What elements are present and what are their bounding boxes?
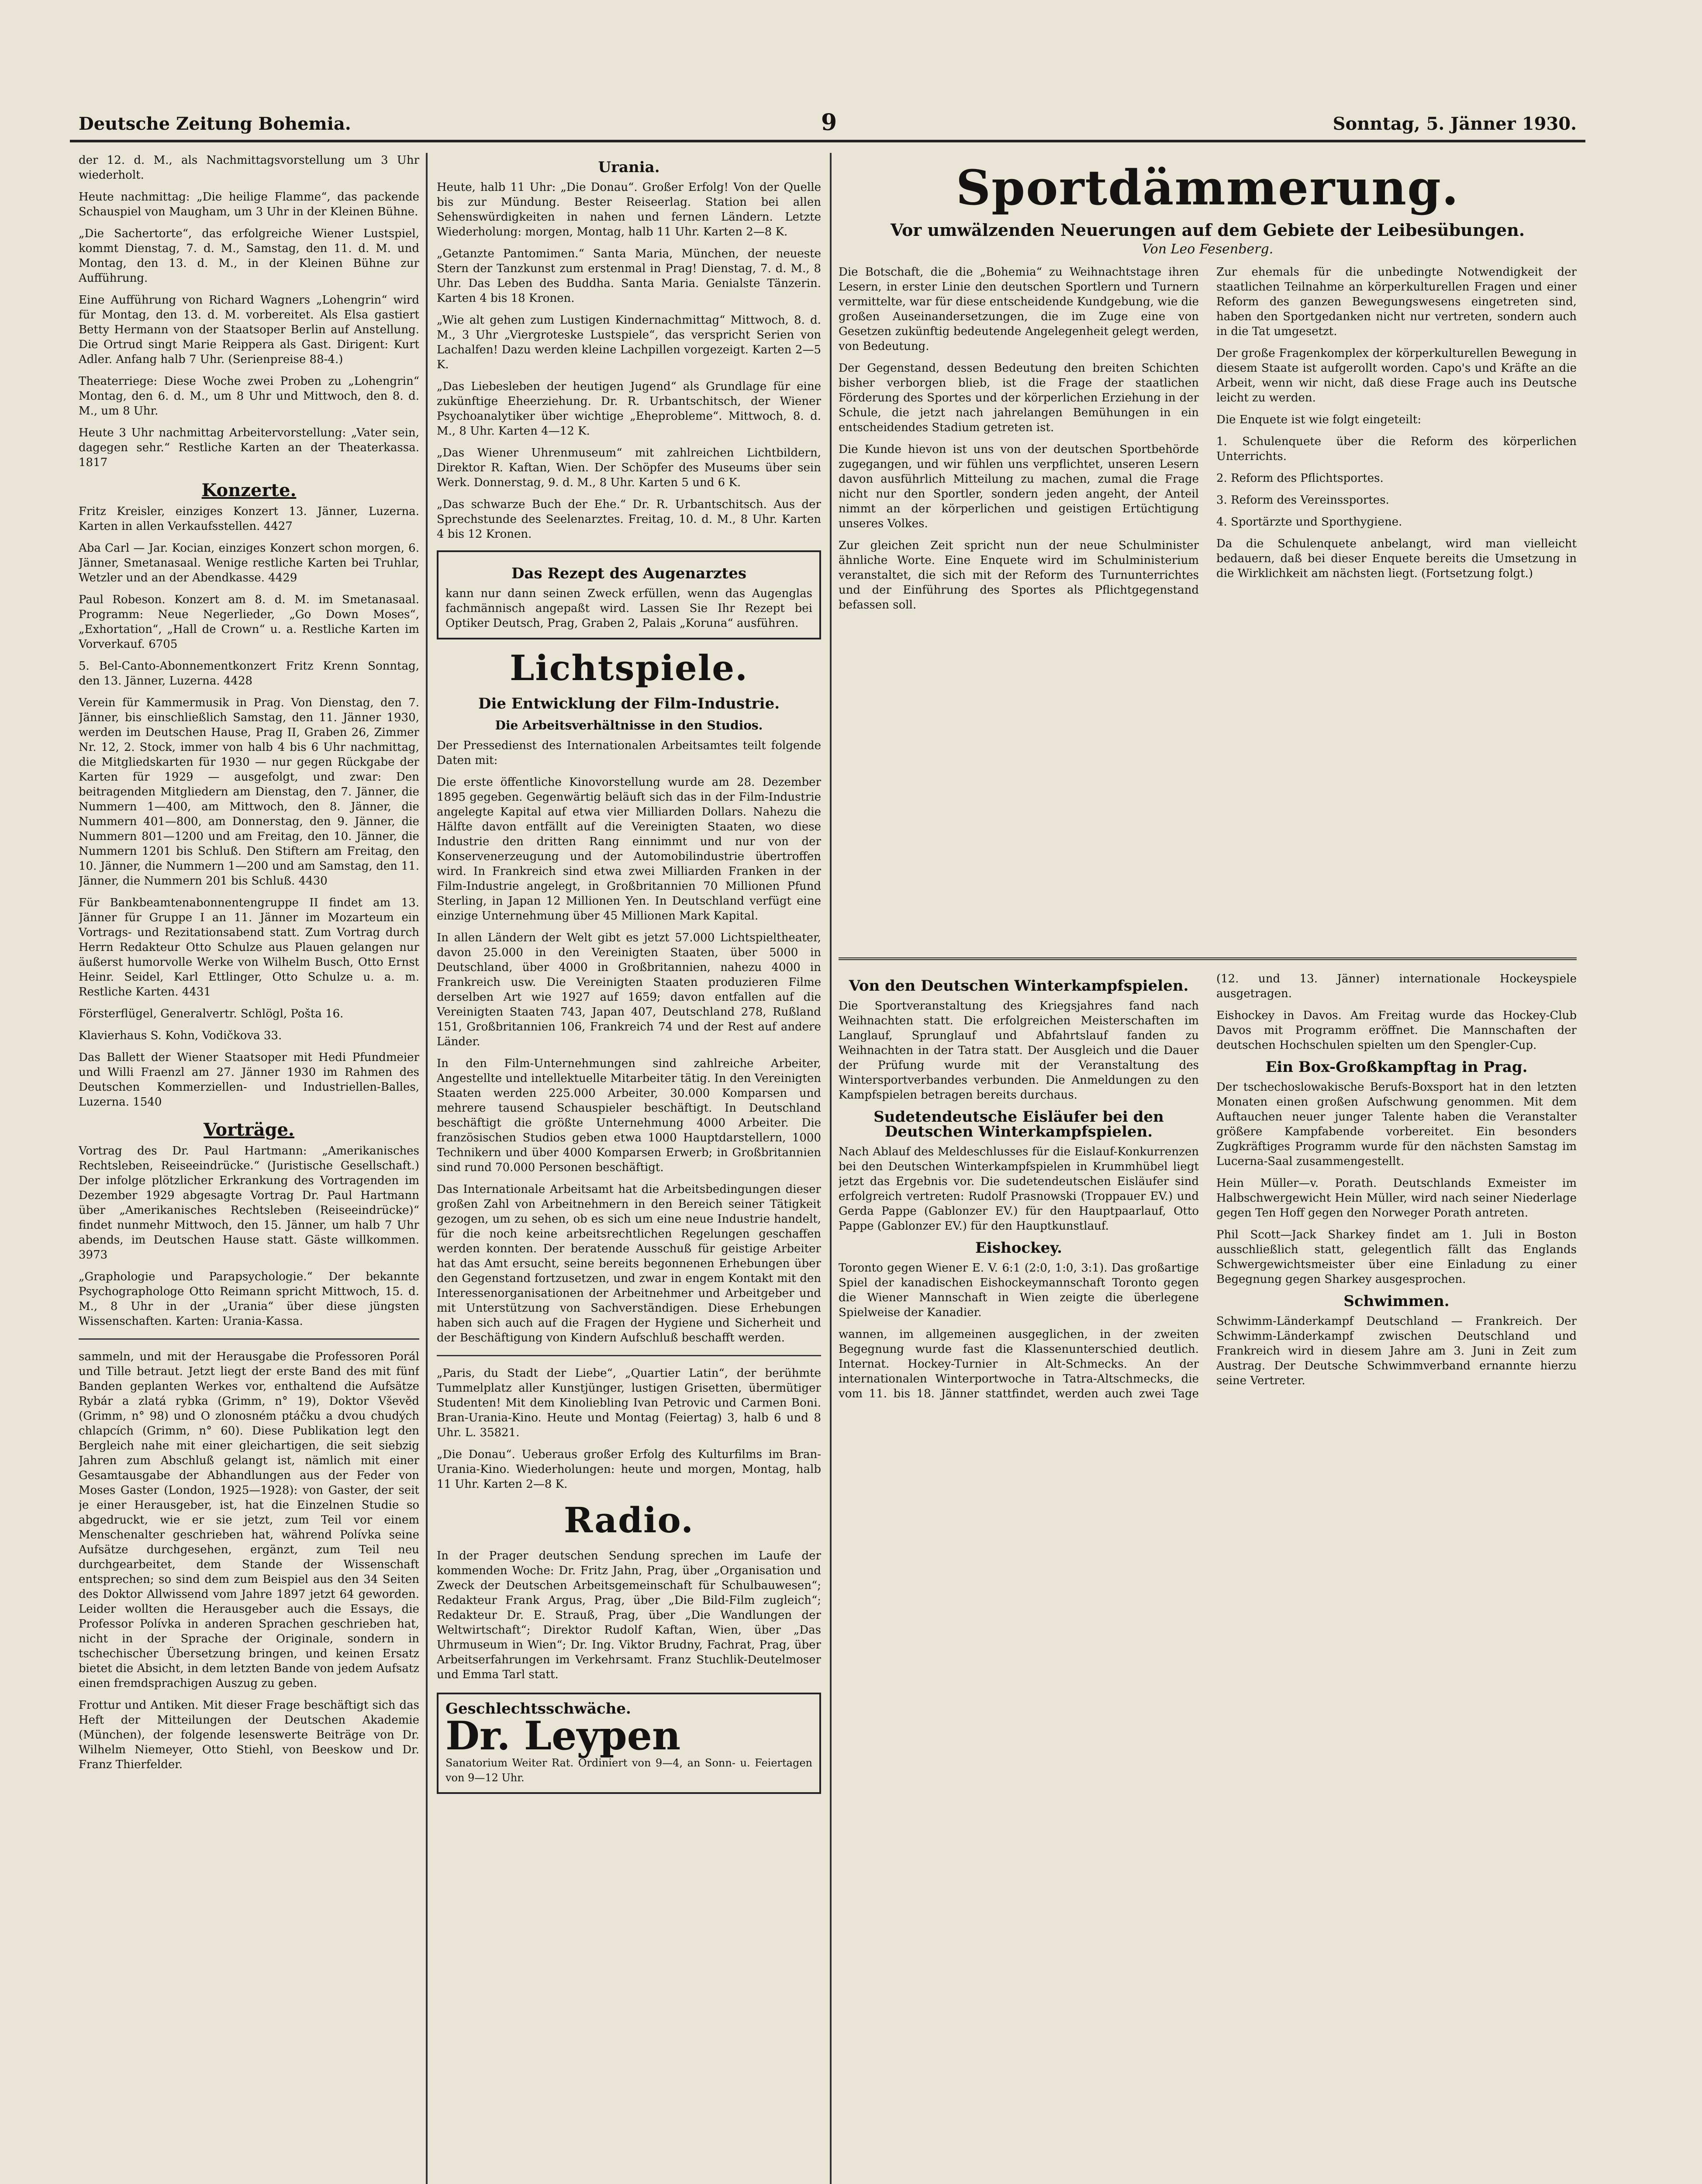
konzert-item: Verein für Kammermusik in Prag. Von Dienstag, den 7. Jänner, bis einschließlich Samstag, den 11. Jänner 1930, werden im Deutschen Hause, Prag II, Graben 26, Zimmer Nr. 12, 2. Stock, immer von halb 4 bis 6 Uhr nachmittag, die Mitgliedskarten für 1930 — nur gegen Rückgabe der Karten für 1929 — ausgefolgt, und zwar: Den beitragenden Mitgliedern am Dienstag, den 7. Jänner, die Nummern 1—400, am Mittwoch, den 8. Jänner, die Nummern 401—800, am Donnerstag, den 9. Jänner, die Nummern 801—1200 und am Freitag, den 10. Jänner, die Nummern 1201 bis Schluß. Den Stiftern am Freitag, den 10. Jänner, die Nummern 1—200 und am Samstag, den 11. Jänner, die Nummern 201 bis Schluß. 4430: [79, 696, 419, 888]
leypen-ad: [437, 1693, 821, 1794]
konzert-item: Fritz Kreisler, einziges Konzert 13. Jänner, Luzerna. Karten in allen Verkaufsstellen. 4427: [79, 505, 419, 533]
paper-name: Deutsche Zeitung Bohemia.: [79, 114, 351, 134]
konzert-item: 5. Bel-Canto-Abonnementkonzert Fritz Krenn Sonntag, den 13. Jänner, Luzerna. 4428: [79, 660, 419, 688]
konzert-item: Klavierhaus S. Kohn, Vodičkova 33.: [79, 1029, 282, 1042]
column-2: [437, 153, 821, 2184]
article-paragraph: Da die Schulenquete anbelangt, wird man vielleicht bedauern, daß bei dieser Enquete bereits die Umsetzung in die Wirklichkeit am nächsten liegt. (Fortsetzung folgt.): [1216, 537, 1577, 580]
konzert-item: Paul Robeson. Konzert am 8. d. M. im Smetanasaal. Programm: Neue Negerlieder, „Go Down Moses“, „Exhortation“, „Hall de Crown“ u. a. Restliche Karten im Vorverkauf. 6705: [79, 593, 419, 651]
vortrag-item: „Graphologie und Parapsychologie.“ Der bekannte Psychographologe Otto Reimann spricht Mittwoch, 15. d. M., 8 Uhr in der „Urania“ über diese jüngsten Wissenschaften. Karten: Urania-Kassa.: [79, 1270, 419, 1328]
byline: Von Leo Fesenberg.: [1142, 242, 1274, 257]
winter-text: Die Sportveranstaltung des Kriegsjahres fand nach Weihnachten statt. Die erfolgreichen Meisterschaften im Langlauf, Sprunglauf und Abfahrtslauf fanden zu Weihnachten in der Tatra statt. Der Ausgleich und die Dauer der Prüfung wurde mit der Veranstaltung des Wintersportverbandes verbunden. Die Anmeldungen zu den Kampfspielen betragen bereits durchaus.: [839, 999, 1199, 1102]
vortraege-heading: Vorträge.: [204, 1120, 294, 1140]
vortrag-item: Vortrag des Dr. Paul Hartmann: „Amerikanisches Rechtsleben, Reiseeindrücke.“ (Juristische Gesellschaft.) Der infolge plötzlicher Erkrankung des Vortragenden im Dezember 1929 abgesagte Vortrag Dr. Paul Hartmann über „Amerikanisches Rechtsleben (Reiseeindrücke)“ findet nunmehr Mittwoch, den 15. Jänner, um halb 7 Uhr abends, im Deutschen Hause statt. Gäste willkommen. 3973: [79, 1144, 419, 1261]
film-subheadline: Die Arbeitsverhältnisse in den Studios.: [495, 718, 763, 733]
konzerte-heading: Konzerte.: [201, 480, 297, 501]
sport-article: [839, 265, 1577, 946]
article-text: Frottur und Antiken. Mit dieser Frage beschäftigt sich das Heft der Mitteilungen der Deutschen Akademie (München), der folgende lesenswerte Beiträge von Dr. Wilhelm Niemeyer, Otto Stiehl, von Beeskow und Dr. Franz Thierfelder.: [79, 1699, 419, 1771]
article-paragraph: Die Botschaft, die die „Bohemia“ zu Weihnachtstage ihren Lesern, in erster Linie den deutschen Sportlern und Turnern vermittelte, war für diese entscheidende Kundgebung, wie die großen Auseinandersetzungen, die im Zuge eine von Gesetzen zukünftig bedeutende Angelegenheit gelegt werden, von Bedeutung.: [839, 266, 1199, 353]
eishockey-text: Toronto gegen Wiener E. V. 6:1 (2:0, 1:0, 3:1). Das großartige Spiel der kanadischen Eishockeymannschaft Toronto gegen die Wiener Mannschaft in Wien zeigte die überlegene Spielweise der Kanadier.: [839, 1261, 1199, 1319]
theater-item: Eine Aufführung von Richard Wagners „Lohengrin“ wird für Montag, den 13. d. M. vorbereitet. Als Elsa gastiert Betty Hermann von der Staatsoper Berlin auf Anstellung. Die Ortrud singt Marie Reippera als Gast. Dirigent: Kurt Adler. Anfang halb 7 Uhr. (Serienpreise 88-4.): [79, 294, 419, 366]
sudeten-text: Nach Ablauf des Meldeschlusses für die Eislauf-Konkurrenzen bei den Deutschen Winterkampfspielen in Krummhübel liegt jetzt das Ergebnis vor. Die sudetendeutschen Eisläufer sind erfolgreich vertreten: Rudolf Prasnowski (Troppauer EV.) und Gerda Pappe (Gablonzer EV.) für den Hauptpaarlauf, Otto Pappe (Gablonzer EV.) für den Hauptkunstlauf.: [839, 1145, 1199, 1233]
box-text: Der tschechoslowakische Berufs-Boxsport hat in den letzten Monaten einen großen Aufschwung genommen. Mit dem Auftauchen neuer junger Talente haben die Veranstalter größere Kampfabende vorbereitet. Ein besonders Zugkräftiges Programm wurde für den nächsten Samstag im Lucerna-Saal zusammengestellt.: [1216, 1081, 1577, 1168]
scott-text: Phil Scott—Jack Sharkey findet am 1. Juli in Boston ausschließlich statt, gelegentlich fällt das Englands Schwergewichtsmeister über eine Einladung zu einer Begegnung gegen Sharkey ausgesprochen.: [1216, 1228, 1577, 1286]
ad-brand: Dr. Leypen: [445, 1713, 681, 1759]
hockey-text: wannen, im allgemeinen ausgeglichen, in der zweiten Begegnung wurde fast die Klassenunterschied deutlich. Internat. Hockey-Turnier in Alt-Schmecks. An der internationalen Winterportwoche in Tatra-Altschmecks, die vom 11. bis 18. Jänner stattfindet, werden auch zwei Tage (12. und 13. Jänner) internationale Hockeyspiele ausgetragen.: [839, 972, 1577, 1400]
radio-heading: Radio.: [563, 1500, 694, 1541]
optiker-text: kann nur dann seinen Zweck erfüllen, wenn das Augenglas fachmännisch angepaßt wird. Lassen Sie Ihr Rezept bei Optiker Deutsch, Prag, Graben 2, Palais „Koruna“ ausführen.: [445, 587, 812, 630]
theater-item: der 12. d. M., als Nachmittagsvorstellung um 3 Uhr wiederholt.: [79, 154, 419, 182]
eishockey-heading: Eishockey.: [975, 1239, 1062, 1257]
film-headline: Die Entwicklung der Film-Industrie.: [478, 695, 780, 712]
sudeten-heading: Sudetendeutsche Eisläufer bei den Deutschen Winterkampfspielen.: [873, 1108, 1164, 1140]
list-item: 4. Sportärzte und Sporthygiene.: [1216, 515, 1402, 529]
article-paragraph: Zur ehemals für die unbedingte Notwendigkeit der staatlichen Teilnahme an körperkulturellen Fragen und einer Reform des ganzen Bewegungswesens eingetreten sind, haben den Sportgedanken nicht nur vertreten, sondern auch in die Tat umgesetzt.: [1216, 266, 1577, 338]
konzert-item: Das Ballett der Wiener Staatsoper mit Hedi Pfundmeier und Willi Fraenzl am 27. Jänner 1930 im Rahmen des Deutschen Kommerziellen- und Industriellen-Balles, Luzerna. 1540: [79, 1051, 419, 1109]
ad-details: Sanatorium Weiter Rat. Ordiniert von 9—4, an Sonn- u. Feiertagen von 9—12 Uhr.: [445, 1757, 812, 1784]
film-paragraph: In den Film-Unternehmungen sind zahlreiche Arbeiter, Angestellte und intellektuelle Mitarbeiter tätig. In den Vereinigten Staaten werden 225.000 Arbeiter, 30.000 Komparsen und mehrere tausend Schauspieler beschäftigt. In Deutschland beschäftigt die größte Unternehmung 4000 Arbeiter. Die französischen Studios geben etwa 1000 Hauptdarstellern, 1000 Technikern und über 4000 Komparsen Erwerb; in Großbritannien sind rund 70.000 Personen beschäftigt.: [437, 1057, 821, 1174]
ad-heading: Geschlechtsschwäche.: [445, 1700, 631, 1717]
article-paragraph: Zur gleichen Zeit spricht nun der neue Schulminister ähnliche Worte. Eine Enquete wird im Schulministerium veranstaltet, die sich mit der Reform des Turnunterrichtes und der Einführung des Sportes als Pflichtgegenstand befassen soll.: [839, 539, 1199, 612]
kino-item: „Paris, du Stadt der Liebe“, „Quartier Latin“, der berühmte Tummelplatz aller Kunstjünger, lustigen Grisetten, übermütiger Studenten! Mit dem Kinoliebling Ivan Petrovic und Carmen Boni. Bran-Urania-Kino. Heute und Montag (Feiertag) 3, halb 6 und 8 Uhr. L. 35821.: [437, 1367, 821, 1439]
theater-item: „Die Sachertorte“, das erfolgreiche Wiener Lustspiel, kommt Dienstag, 7. d. M., Samstag, den 11. d. M. und Montag, den 13. d. M., in der Kleinen Bühne zur Aufführung.: [79, 227, 419, 285]
box-heading: Ein Box-Großkampftag in Prag.: [1265, 1058, 1528, 1076]
urania-item: „Das Wiener Uhrenmuseum“ mit zahlreichen Lichtbildern, Direktor R. Kaftan, Wien. Der Schöpfer des Museums über sein Werk. Donnerstag, 9. d. M., 8 Uhr. Karten 5 und 6 K.: [437, 446, 821, 489]
radio-text: In der Prager deutschen Sendung sprechen im Laufe der kommenden Woche: Dr. Fritz Jahn, Prag, über „Organisation und Zweck der Deutschen Arbeitsgemeinschaft für Schulbauwesen“; Redakteur Frank Argus, Prag, über „Die Bild-Film zugleich“; Redakteur Dr. E. Strauß, Prag, über „Die Wandlungen der Weltwirtschaft“; Direktor Rudolf Kaftan, Wien, über „Das Uhrmuseum in Wien“; Dr. Ing. Viktor Brudny, Fachrat, Prag, über Arbeitserfahrungen im Verkehrsamt. Franz Stuchlik-Deutelmoser und Emma Tarl statt.: [437, 1549, 821, 1681]
column-rule: [830, 153, 832, 2184]
urania-item: „Wie alt gehen zum Lustigen Kindernachmittag“ Mittwoch, 8. d. M., 3 Uhr „Viergroteske Lustspiele“, das verspricht Serien von Lachalfen! Dazu werden kleine Lachpillen vorgezeigt. Karten 2—5 K.: [437, 314, 821, 371]
article-paragraph: Der große Fragenkomplex der körperkulturellen Bewegung in diesem Staate ist aufgerollt worden. Capo's und Kräfte an die Arbeit, wenn wir nicht, daß diese Frage auch ins Deutsche leicht zu werden.: [1216, 347, 1577, 404]
optiker-heading: Das Rezept des Augenarztes: [511, 565, 746, 582]
article-paragraph: Der Gegenstand, dessen Bedeutung den breiten Schichten bisher verborgen blieb, ist die Frage der staatlichen Förderung des Sportes und der körperlichen Erziehung in der Schule, die jetzt nach jahrelangen Bemühungen in ein entscheidendes Stadium getreten ist.: [839, 362, 1199, 434]
schwimmen-text: Schwimm-Länderkampf Deutschland — Frankreich. Der Schwimm-Länderkampf zwischen Deutschland und Frankreich wird in diesem Jahre am 3. Juni in Zeit zum Austrag. Der Deutsche Schwimmverband ernannte hierzu seine Vertreter.: [1216, 1315, 1577, 1387]
konzert-item: Aba Carl — Jar. Kocian, einziges Konzert schon morgen, 6. Jänner, Smetanasaal. Wenige restliche Karten bei Truhlar, Wetzler und an der Abendkasse. 4429: [79, 542, 419, 584]
optiker-ad: [437, 550, 821, 639]
column-rule: [426, 153, 428, 2184]
page-header: [70, 100, 1585, 142]
article-paragraph: Die Kunde hievon ist uns von der deutschen Sportbehörde zugegangen, und wir fühlen uns verpflichtet, unseren Lesern davon ausführlich Mitteilung zu machen, zumal die Frage nicht nur den Sportler, sondern jeden angeht, der Anteil nimmt an der körperlichen und geistigen Ertüchtigung unseres Volkes.: [839, 443, 1199, 530]
list-item: 3. Reform des Vereinssportes.: [1216, 494, 1389, 507]
urania-item: „Getanzte Pantomimen.“ Santa Maria, München, der neueste Stern der Tanzkunst zum erstenmal in Prag! Dienstag, 7. d. M., 8 Uhr. Das Leben des Buddha. Santa Maria. Genialste Tänzerin. Karten 4 bis 18 Kronen.: [437, 247, 821, 305]
article-text: sammeln, und mit der Herausgabe die Professoren Porál und Tille betraut. Jetzt liegt der erste Band des mit fünf Banden geplanten Werkes vor, enthaltend die Aufsätze Rybár a zlatá rybka (Grimm, n° 19), Doktor Vševěd (Grimm, n° 98) und O zlonosném ptáčku a dvou chudých chlapcích (Grimm, n° 60). Diese Publikation legt den Bergleich nahe mit einer gleichartigen, die seit siebzig Jahren zum Abschluß gelangt ist, nämlich mit einer Gesamtausgabe der Abhandlungen aus der Feder von Moses Gaster (London, 1925—1928): von Gaster, der seit je einer Herausgeber, ist, hat die Einzelnen Studie so abgedruckt, wie er sie jetzt, zum Teil vor einem Menschenalter geschrieben hat, während Polívka seine Aufsätze durchgesehen, ergänzt, zum Teil neu durchgearbeitet, dem Stande der Wissenschaft entsprechen; so sind dem zum Beispiel aus den 34 Seiten des Doktor Allwissend vom Jahre 1897 jetzt 64 geworden. Leider wollten die Herausgeber auch die Essays, die Professor Polívka in anderen Sprachen geschrieben hat, nicht in der Sprache der Originale, sondern in tschechischer Übersetzung bringen, und keinen Ersatz bietet die Absicht, in dem letzten Bande von jedem Aufsatz einen fremdsprachigen Auszug zu geben.: [79, 1350, 419, 1690]
urania-heading: Urania.: [598, 159, 660, 176]
page-number: 9: [821, 109, 837, 136]
kino-item: „Die Donau“. Ueberaus großer Erfolg des Kulturfilms im Bran-Urania-Kino. Wiederholungen: heute und morgen, Montag, halb 11 Uhr. Karten 2—8 K.: [437, 1448, 821, 1491]
davos-text: Eishockey in Davos. Am Freitag wurde das Hockey-Club Davos mit Programm eröffnet. Die Mannschaften der deutschen Hochschulen spielten um den Spengler-Cup.: [1216, 1009, 1577, 1052]
winter-heading: Von den Deutschen Winterkampfspielen.: [849, 977, 1189, 995]
sport-news: [839, 971, 1577, 1401]
film-paragraph: In allen Ländern der Welt gibt es jetzt 57.000 Lichtspieltheater, davon 25.000 in den Vereinigten Staaten, über 5000 in Deutschland, über 4000 in Großbritannien, nahezu 4000 in Frankreich usw. Die Vereinigten Staaten produzieren Filme derselben Art wie 1927 auf 1659; davon entfallen auf die Vereinigten Staaten 743, Japan 407, Deutschland 278, Rußland 151, Großbritannien 106, Frankreich 74 und der Rest auf andere Länder.: [437, 931, 821, 1048]
sport-subheadline: Vor umwälzenden Neuerungen auf dem Gebiete der Leibesübungen.: [890, 220, 1525, 240]
divider: [839, 957, 1577, 960]
film-paragraph: Die erste öffentliche Kinovorstellung wurde am 28. Dezember 1895 gegeben. Gegenwärtig beläuft sich das in der Film-Industrie angelegte Kapital auf etwa vier Milliarden Dollars. Nahezu die Hälfte davon entfällt auf die Vereinigten Staaten, wo diese Industrie den dritten Rang einnimmt und nur von der Konservenerzeugung und der Automobilindustrie übertroffen wird. In Frankreich sind etwa zwei Milliarden Franken in der Film-Industrie angelegt, in Großbritannien 70 Millionen Pfund Sterling, in Japan 12 Millionen Yen. In Deutschland verfügt eine einzige Unternehmung über 45 Millionen Mark Kapital.: [437, 776, 821, 923]
lichtspiele-heading: Lichtspiele.: [510, 647, 748, 688]
film-paragraph: Der Pressedienst des Internationalen Arbeitsamtes teilt folgende Daten mit:: [437, 739, 821, 767]
divider: [79, 1338, 419, 1340]
film-paragraph: Das Internationale Arbeitsamt hat die Arbeitsbedingungen dieser großen Zahl von Arbeitnehmern in den Bereich seiner Tätigkeit gezogen, um zu sehen, ob es sich um eine neue Industrie handelt, für die noch keine arbeitsrechtlichen Regelungen geschaffen werden konnten. Der beratende Ausschuß für geistige Arbeiter hat das Amt ersucht, seine bereits begonnenen Erhebungen über den Gegenstand fortzusetzen, und zwar in engem Kontakt mit den Interessenorganisationen der Arbeitnehmer und Arbeitgeber und mit Unterstützung von Sachverständigen. Diese Erhebungen haben sich auch auf die Fragen der Hygiene und Sicherheit und der Beschäftigung von Kindern Aufschluß beschafft werden.: [437, 1183, 821, 1344]
konzert-item: Für Bankbeamtenabonnentengruppe II findet am 13. Jänner für Gruppe I an 11. Jänner im Mozarteum ein Vortrags- und Rezitationsabend statt. Zum Vortrag durch Herrn Redakteur Otto Schulze aus Plauen gelangen nur äußerst humorvolle Werke von Wilhelm Busch, Otto Ernst Heinr. Seidel, Karl Ettlinger, Otto Schulze u. a. m. Restliche Karten. 4431: [79, 896, 419, 999]
urania-item: Heute, halb 11 Uhr: „Die Donau“. Großer Erfolg! Von der Quelle bis zur Mündung. Bester Reiseerlag. Station bei allen Sehenswürdigkeiten in nahen und fernen Ländern. Letzte Wiederholung: morgen, Montag, halb 11 Uhr. Karten 2—8 K.: [437, 181, 821, 238]
column-1: [79, 153, 419, 2184]
mueller-text: Hein Müller—v. Porath. Deutschlands Exmeister im Halbschwergewicht Hein Müller, wird nach seiner Niederlage gegen Ten Hoff gegen den Norweger Porath antreten.: [1216, 1177, 1577, 1220]
divider: [437, 1355, 821, 1356]
urania-item: „Das Liebesleben der heutigen Jugend“ als Grundlage für eine zukünftige Eheerziehung. Dr. R. Urbantschitsch, der Wiener Psychoanalytiker über wichtige „Eheprobleme“. Mittwoch, 8. d. M., 8 Uhr. Karten 4—12 K.: [437, 380, 821, 438]
newspaper-page: [70, 100, 1585, 2184]
list-item: 2. Reform des Pflichtsportes.: [1216, 472, 1384, 485]
theater-item: Theaterriege: Diese Woche zwei Proben zu „Lohengrin“ Montag, den 6. d. M., um 8 Uhr und Mittwoch, den 8. d. M., um 8 Uhr.: [79, 375, 419, 418]
urania-item: „Das schwarze Buch der Ehe.“ Dr. R. Urbantschitsch. Aus der Sprechstunde des Seelenarztes. Freitag, 10. d. M., 8 Uhr. Karten 4 bis 12 Kronen.: [437, 498, 821, 541]
theater-item: Heute 3 Uhr nachmittag Arbeitervorstellung: „Vater sein, dagegen sehr.“ Restliche Karten an der Theaterkassa. 1817: [79, 426, 419, 469]
list-item: 1. Schulenquete über die Reform des körperlichen Unterrichts.: [1216, 435, 1577, 463]
konzert-item: Försterflügel, Generalvertr. Schlögl, Pošta 16.: [79, 1007, 344, 1020]
issue-date: Sonntag, 5. Jänner 1930.: [1333, 114, 1577, 134]
article-paragraph: Die Enquete ist wie folgt eingeteilt:: [1216, 413, 1422, 426]
column-3: [839, 153, 1577, 2184]
sport-headline: Sportdämmerung.: [956, 159, 1460, 216]
theater-item: Heute nachmittag: „Die heilige Flamme“, das packende Schauspiel von Maugham, um 3 Uhr in der Kleinen Bühne.: [79, 190, 419, 218]
schwimmen-heading: Schwimmen.: [1343, 1292, 1450, 1310]
